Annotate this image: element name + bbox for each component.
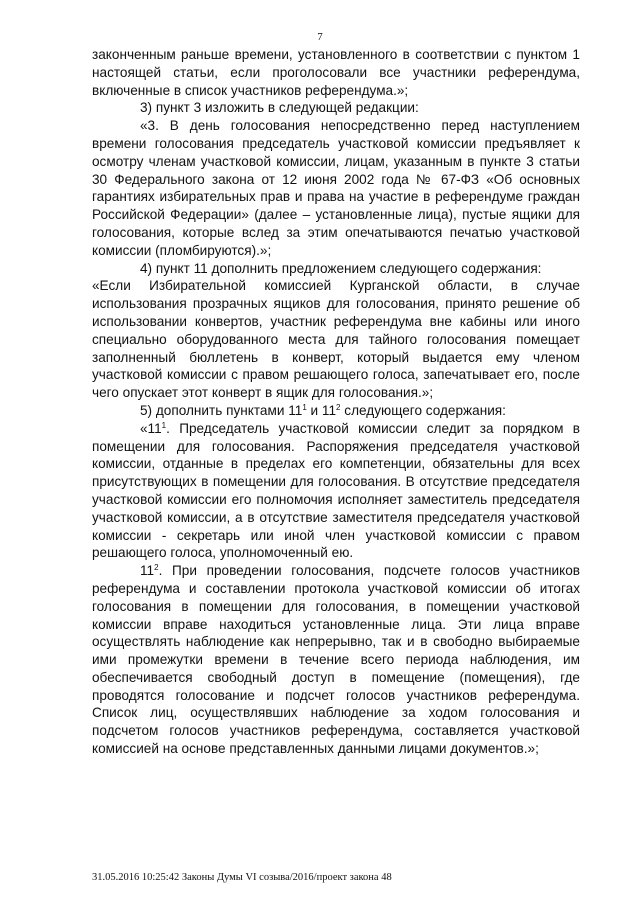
paragraph-text: 11: [140, 563, 155, 579]
superscript-index: 2: [154, 563, 159, 573]
superscript-index: 1: [161, 420, 167, 430]
superscript-index: 1: [302, 402, 307, 412]
paragraph: 3) пункт 3 изложить в следующей редакции:: [140, 100, 419, 116]
document-body: [92, 46, 580, 758]
page-number: 7: [317, 31, 323, 43]
paragraph: [92, 562, 580, 758]
paragraph-text: «11: [140, 420, 162, 436]
paragraph-text: 5) дополнить пунктами 11: [140, 402, 303, 418]
paragraph-text: и 11: [306, 402, 337, 418]
paragraph-text: . Председатель участковой комиссии следит за порядком в помещении для голосования. Распоряжения председателя участковой комиссии, отданные в пределах его компетенции, обязательны для всех присутствующих в помещении для голосования. В отсутствие председателя участковой комиссии его полномочия исполняет заместитель председателя участковой комиссии, а в отсутствие заместителя председателя участковой комиссии - секретарь или иной член участковой комиссии с правом решающего голоса, уполномоченный ею.: [92, 420, 580, 561]
paragraph: [92, 420, 580, 562]
paragraph: законченным раньше времени, установленного в соответствии с пунктом 1 настоящей статьи, если проголосовали все участники референдума, включенные в список участников референдума.»;: [92, 47, 580, 98]
paragraph: [92, 402, 580, 420]
paragraph: 4) пункт 11 дополнить предложением следующего содержания:: [140, 260, 542, 276]
paragraph: «3. В день голосования непосредственно перед наступлением времени голосования председатель участковой комиссии предъявляет к осмотру членам участковой комиссии, лицам, указанным в пункте 3 статьи 30 Федерального закона от 12 июня 2002 года № 67-ФЗ «Об основных гарантиях избирательных прав и права на участие в референдуме граждан Российской Федерации» (далее – установленные лица), пустые ящики для голосования, которые вслед за этим опечатываются печатью участковой комиссии (пломбируются).»;: [92, 118, 580, 258]
paragraph-text: . При проведении голосования, подсчете голосов участников референдума и составлении протокола участковой комиссии об итогах голосования в помещении для голосования, в помещении участковой комиссии вправе находиться установленные лица. Эти лица вправе осуществлять наблюдение как непрерывно, так и в свободно выбираемые ими промежутки времени в течение всего периода наблюдения, им обеспечивается свободный доступ в помещение (помещения), где проводятся голосование и подсчет голосов участников референдума. Список лиц, осуществлявших наблюдение за ходом голосования и подсчетом голосов участников референдума, составляется участковой комиссией на основе представленных данными лицами документов.»;: [92, 563, 580, 757]
superscript-index: 2: [336, 402, 341, 412]
paragraph: «Если Избирательной комиссией Курганской области, в случае использования прозрачных ящиков для голосования, принято решение об использовании конвертов, участник референдума вне кабины или иного специально оборудованного места для тайного голосования помещает заполненный бюллетень в конверт, который выдается ему членом участковой комиссии с правом решающего голоса, запечатывает его, после чего опускает этот конверт в ящик для голосования.»;: [92, 278, 580, 401]
paragraph-text: следующего содержания:: [340, 402, 506, 418]
document-footer: 31.05.2016 10:25:42 Законы Думы VI созыва/2016/проект закона 48: [92, 872, 392, 883]
